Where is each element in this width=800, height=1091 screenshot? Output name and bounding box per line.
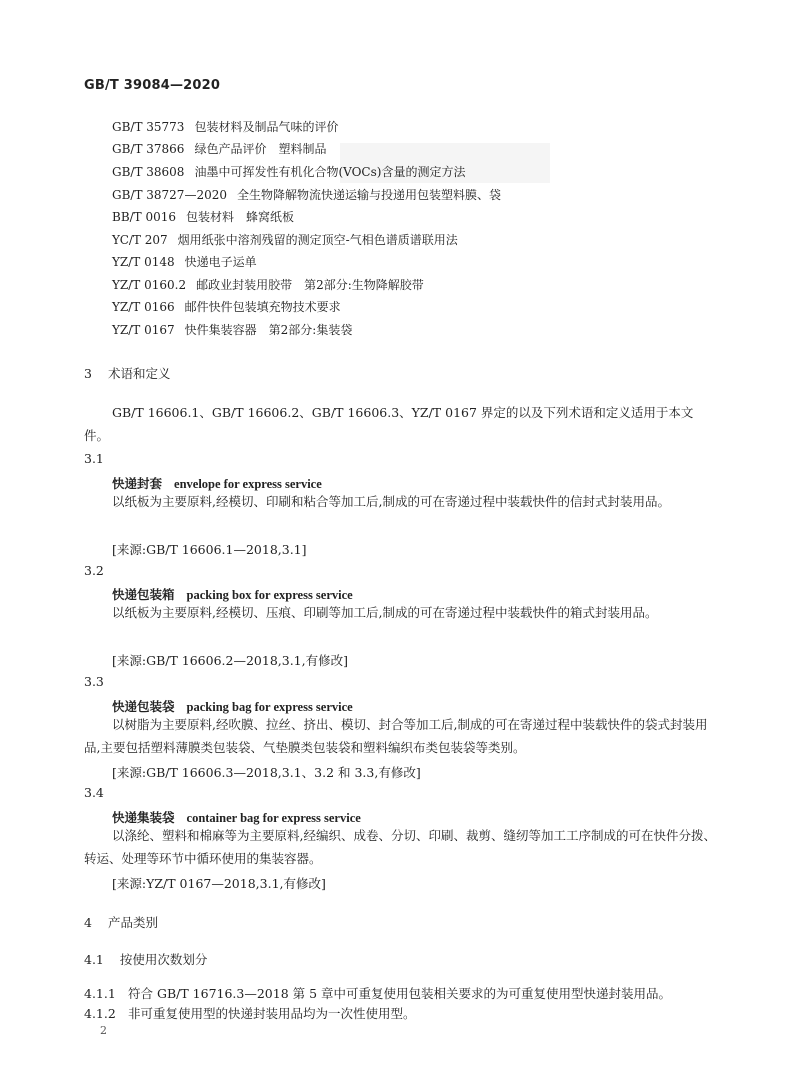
term-chinese: 快递封套 — [112, 476, 163, 491]
term-source: [来源:GB/T 16606.3—2018,3.1、3.2 和 3.3,有修改] — [112, 765, 421, 780]
term-english: packing bag for express service — [186, 700, 353, 714]
reference-code: GB/T 38727—2020 — [112, 188, 227, 202]
clause-text: 非可重复使用型的快递封装用品均为一次性使用型。 — [128, 1006, 416, 1021]
term-number: 3.2 — [84, 563, 104, 578]
clause-text: 符合 GB/T 16716.3—2018 第 5 章中可重复使用包装相关要求的为可重复使用型快递封装用品。 — [128, 986, 672, 1001]
reference-item — [112, 186, 501, 203]
reference-code: YZ/T 0167 — [112, 323, 175, 337]
clause-number: 4.1.1 — [84, 986, 116, 1001]
reference-title: 油墨中可挥发性有机化合物(VOCs)含量的测定方法 — [194, 165, 466, 179]
term-source: [来源:GB/T 16606.2—2018,3.1,有修改] — [112, 653, 348, 668]
section-intro: GB/T 16606.1、GB/T 16606.2、GB/T 16606.3、YZ/T 0167 界定的以及下列术语和定义适用于本文件。 — [84, 405, 694, 443]
clause-number: 4.1.2 — [84, 1006, 116, 1021]
reference-code: YZ/T 0148 — [112, 255, 175, 269]
reference-item — [112, 298, 341, 315]
reference-code: BB/T 0016 — [112, 210, 177, 224]
term-english: packing box for express service — [186, 588, 353, 602]
reference-code: GB/T 37866 — [112, 142, 185, 156]
reference-item — [112, 276, 424, 293]
subsection-title: 按使用次数划分 — [119, 952, 208, 967]
reference-title: 快递电子运单 — [184, 255, 257, 269]
term-number: 3.4 — [84, 785, 104, 800]
term-english: container bag for express service — [186, 811, 361, 825]
reference-item — [112, 163, 465, 180]
section-title: 产品类别 — [107, 915, 158, 930]
reference-item — [112, 231, 458, 248]
clause — [84, 984, 671, 1002]
reference-title: 邮政业封装用胶带 第2部分:生物降解胶带 — [196, 278, 424, 292]
reference-item — [112, 140, 326, 157]
reference-title: 邮件快件包装填充物技术要求 — [184, 300, 341, 314]
section-heading — [84, 364, 170, 382]
page-number: 2 — [100, 1024, 107, 1037]
reference-title: 绿色产品评价 塑料制品 — [194, 142, 327, 156]
clause — [84, 1004, 416, 1022]
reference-code: YZ/T 0160.2 — [112, 278, 187, 292]
term-number: 3.1 — [84, 451, 104, 466]
reference-code: YZ/T 0166 — [112, 300, 175, 314]
subsection-heading — [84, 950, 207, 968]
reference-title: 烟用纸张中溶剂残留的测定顶空-气相色谱质谱联用法 — [177, 233, 458, 247]
term-english: envelope for express service — [174, 477, 322, 491]
term-definition: 以涤纶、塑料和棉麻等为主要原料,经编织、成卷、分切、印刷、裁剪、缝纫等加工工序制成的可在快件分拨、转运、处理等环节中循环使用的集装容器。 — [84, 828, 716, 866]
subsection-number: 4.1 — [84, 952, 104, 967]
reference-title: 包装材料及制品气味的评价 — [194, 120, 339, 134]
term-number: 3.3 — [84, 674, 104, 689]
term-source: [来源:YZ/T 0167—2018,3.1,有修改] — [112, 876, 326, 891]
term-definition: 以纸板为主要原料,经模切、印刷和粘合等加工后,制成的可在寄递过程中装载快件的信封式封装用品。 — [112, 494, 670, 509]
reference-code: GB/T 35773 — [112, 120, 185, 134]
reference-code: GB/T 38608 — [112, 165, 185, 179]
reference-item — [112, 253, 257, 270]
term-chinese: 快递集装袋 — [112, 810, 175, 825]
term-definition: 以纸板为主要原料,经模切、压痕、印刷等加工后,制成的可在寄递过程中装载快件的箱式封装用品。 — [112, 605, 658, 620]
section-number: 3 — [84, 366, 92, 381]
reference-item — [112, 321, 352, 338]
reference-title: 快件集装容器 第2部分:集装袋 — [184, 323, 353, 337]
reference-item — [112, 118, 338, 135]
reference-title: 全生物降解物流快递运输与投递用包装塑料膜、袋 — [236, 188, 501, 202]
term-chinese: 快递包装箱 — [112, 587, 175, 602]
section-number: 4 — [84, 915, 92, 930]
reference-item — [112, 208, 294, 225]
term-definition: 以树脂为主要原料,经吹膜、拉丝、挤出、模切、封合等加工后,制成的可在寄递过程中装载快件的袋式封装用品,主要包括塑料薄膜类包装袋、气垫膜类包装袋和塑料编织布类包装袋等类别。 — [84, 717, 708, 755]
reference-code: YC/T 207 — [112, 233, 168, 247]
term-source: [来源:GB/T 16606.1—2018,3.1] — [112, 542, 307, 557]
reference-title: 包装材料 蜂窝纸板 — [186, 210, 295, 224]
term-chinese: 快递包装袋 — [112, 699, 175, 714]
section-title: 术语和定义 — [107, 366, 171, 381]
standard-header: GB/T 39084—2020 — [84, 78, 221, 93]
section-heading — [84, 913, 158, 931]
